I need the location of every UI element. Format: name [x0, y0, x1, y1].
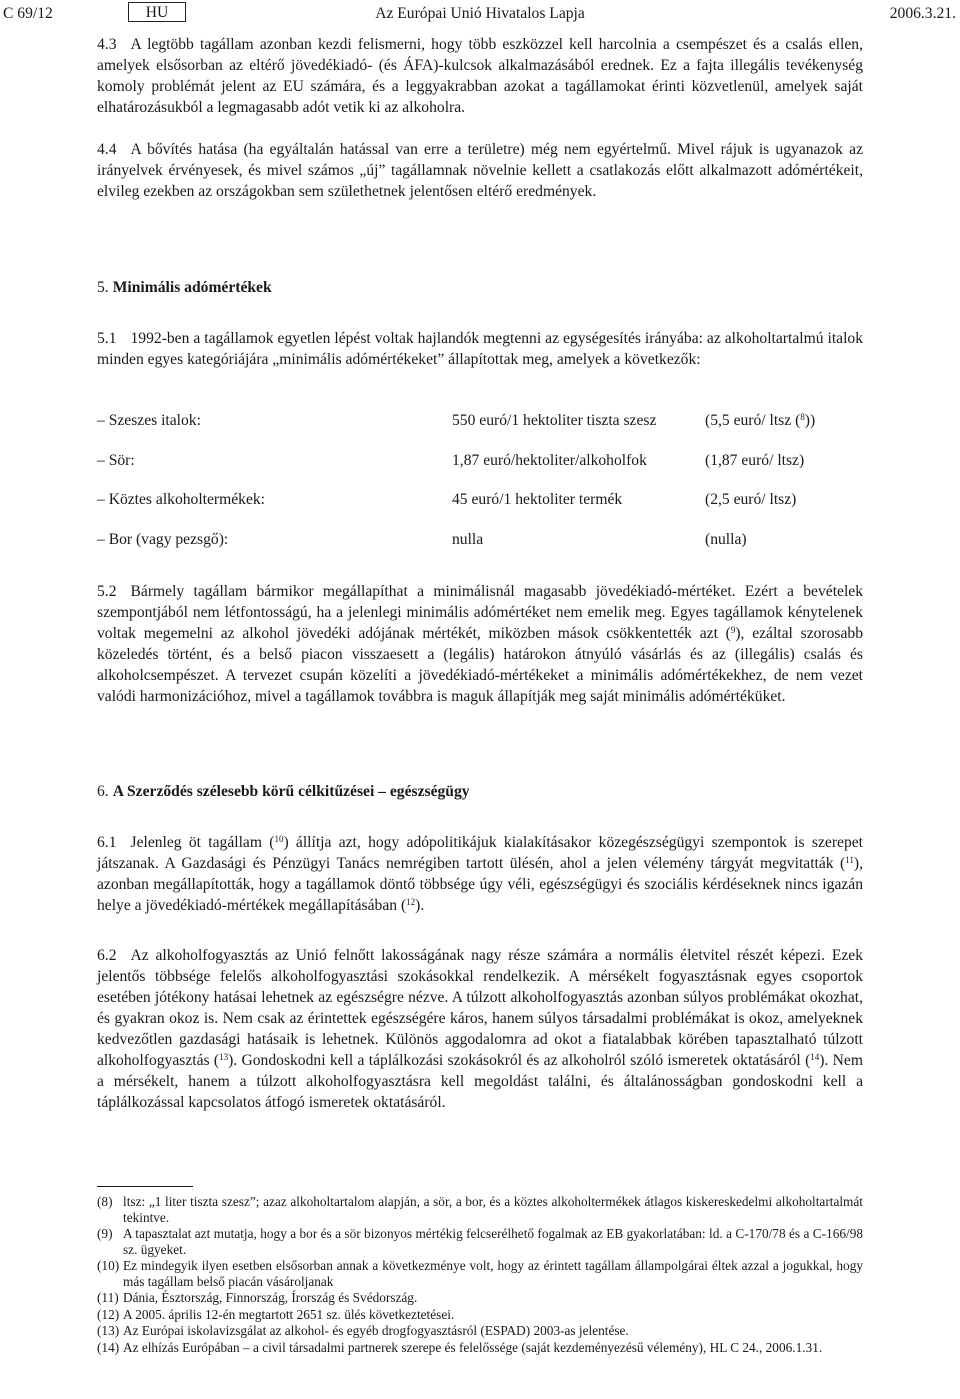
rate-value: 1,87 euró/hektoliter/alkoholfok — [452, 451, 647, 469]
footnote-label: (11) — [97, 1290, 119, 1305]
rate-category: – Köztes alkoholtermékek: — [97, 491, 266, 509]
paragraph-text: A bővítés hatása (ha egyáltalán hatással van erre a területre) még nem egyértelmű. Mivel rájuk is ugyanazok az irányelvek érvényesek, és mivel számos „új” tagállamnak növelnie kellett a csatlakozás előtt alkalmazott adómértékeit, elvileg ezekben az országokban sem születhetnek jelentősen eltérő eredmények. — [97, 141, 863, 200]
paragraph-text: A legtöbb tagállam azonban kezdi felismerni, hogy több eszközzel kell harcolnia a csempészet és a csalás ellen, amelyek elsősorban az eltérő jövedékiadó- (és ÁFA)-kulcsok alkalmazásából erednek. Ez a fajta illegális tevékenység komoly problémát jelent az EU számára, és a leggyakrabban azokat a tagállamokat érinti közvetlenül, amelyek saját elhatározásukból a legmagasabb adót vetik ki az alkoholra. — [97, 36, 863, 116]
footnote-item — [97, 1226, 863, 1257]
rate-value: 550 euró/1 hektoliter tiszta szesz — [452, 412, 657, 430]
footnote-label: (12) — [97, 1306, 120, 1322]
footnote-ref[interactable]: 12 — [406, 897, 416, 907]
footnote-label: (13) — [97, 1323, 120, 1338]
footnote-ref[interactable]: 11 — [845, 855, 854, 865]
footnote-ref[interactable]: 13 — [219, 1052, 229, 1062]
section-title: Minimális adómértékek — [112, 279, 272, 296]
document-body — [97, 34, 863, 1113]
paragraph-number: 4.4 — [97, 141, 117, 158]
paragraph-5-2: 5.2 Bármely tagállam bármikor megállapíthat a minimálisnál magasabb jövedékiadó-mértéket. Ezért a bevételek szempontjából nem létfontosságú, ha a jelenlegi minimális adómértéket nem emelik meg. Egyes tagállamok kénytelenek voltak megemelni az alkohol jövedéki adójának mértékét, miközben mások csökkentették azt ($^9$), ezáltal szorosabb közeledés történt, és a belső piacon visszaesett a (legális) határokon átnyúló vásárlás és az (illegális) csalás és alkoholcsempészet. A tervezet csupán közelíti a jövedékiadó-mértékeket a minimális adómértékekhez, de nem vezet valódi harmonizációhoz, mivel a tagállamok továbbra is maguk állapítják meg saját minimális adómértéküket. — [97, 583, 863, 705]
table-row — [97, 441, 863, 481]
footnote-divider — [97, 1186, 193, 1187]
section-5-heading — [97, 277, 863, 298]
paragraph-5-1 — [97, 328, 863, 370]
footnote-text: Dánia, Észtország, Finnország, Írország és Svédország. — [123, 1290, 418, 1305]
paragraph-text: 1992-ben a tagállamok egyetlen lépést voltak hajlandók megtenni az egységesítés irányába: az alkoholtartalmú italok minden egyes kategóriájára „minimális adómértékeket” állapítottak meg, amelyek a következők: — [97, 330, 863, 368]
paragraph-number: 5.1 — [97, 330, 117, 347]
footnote-text: A tapasztalat azt mutatja, hogy a bor és a sör bizonyos mértékig felcserélhető fogalmak az EB gyakorlatában: ld. a C-170/78 és a C-166/98 sz. ügyeket. — [123, 1226, 863, 1257]
table-row — [97, 520, 863, 560]
language-box: HU — [128, 2, 186, 22]
footnote-label: (9) — [97, 1226, 113, 1241]
publication-date: 2006.3.21. — [889, 5, 956, 22]
paragraph-4-3 — [97, 34, 863, 118]
footnote-ref[interactable]: 14 — [810, 1052, 820, 1062]
footnote-item — [97, 1290, 863, 1306]
paragraph-number: 6.1 — [97, 834, 117, 851]
footnote-label: (8) — [97, 1194, 113, 1209]
paragraph-number: 5.2 — [97, 583, 117, 600]
rate-equivalent: (5,5 euró/ ltsz ($^8$)) — [705, 412, 816, 430]
minimum-rates-table — [97, 401, 863, 559]
footnote-text: Az Európai iskolavizsgálat az alkohol- és egyéb drogfogyasztásról (ESPAD) 2003-as jelentése. — [123, 1323, 629, 1338]
rate-category: – Sör: — [97, 451, 135, 469]
footnote-item — [97, 1307, 863, 1323]
paragraph-number: 4.3 — [97, 36, 117, 53]
rate-category: – Bor (vagy pezsgő): — [97, 530, 229, 548]
footnote-ref[interactable]: 10 — [274, 834, 284, 844]
footnote-item — [97, 1323, 863, 1339]
rate-equivalent: (1,87 euró/ ltsz) — [705, 451, 805, 469]
rate-value: 45 euró/1 hektoliter termék — [452, 491, 623, 509]
section-6-heading — [97, 781, 863, 802]
footnote-label: (10) — [97, 1258, 120, 1273]
page-number: C 69/12 — [3, 5, 53, 22]
section-number: 5. — [97, 279, 109, 296]
section-title: A Szerződés szélesebb körű célkitűzései – egészségügy — [112, 783, 470, 800]
table-row — [97, 401, 863, 441]
paragraph-6-1: 6.1 Jelenleg öt tagállam ($^{10}$) állítja azt, hogy adópolitikájuk kialakításakor közegészségügyi szempontok is szerepet játszanak. A Gazdasági és Pénzügyi Tanács nemrégiben tartott ülésén, ahol a jelen vélemény tárgyát megvitatták ($^{11}$), azonban megállapították, hogy a tagállamok döntő többsége úgy véli, egészségügyi és szociális kérdéseknek nincs igazán helye a jövedékiadó-mértékek megállapításában ($^{12}$). — [97, 834, 863, 914]
footnotes — [97, 1194, 863, 1356]
footnote-item — [97, 1194, 863, 1225]
rate-value: nulla — [452, 530, 484, 548]
page-header — [0, 2, 960, 24]
footnote-item — [97, 1340, 863, 1356]
section-number: 6. — [97, 783, 109, 800]
footnote-ref[interactable]: 9 — [730, 625, 736, 635]
rate-equivalent: (2,5 euró/ ltsz) — [705, 491, 797, 509]
rate-equivalent: (nulla) — [705, 530, 747, 548]
paragraph-6-2: 6.2 Az alkoholfogyasztás az Unió felnőtt lakosságának nagy része számára a normális életvitel részét képezi. Ezek jelentős többsége felelős alkoholfogyasztási szokásokkal rendelkezik. A mérsékelt fogyasztásnak egyes csoportok esetében jótékony hatásai lehetnek az egészségre nézve. A túlzott alkoholfogyasztás azonban súlyos problémákat okozhat, és gyakran okoz is. Nem csak az érintettek egészségére káros, hanem súlyos társadalmi problémákat is okoz, amelyeknek kedvezőtlen gazdasági hatásaik is lehetnek. Különös aggodalomra ad okot a fiatalabbak körében tapasztalható túlzott alkoholfogyasztás ($^{13}$). Gondoskodni kell a táplálkozási szokásokról és az alkoholról szóló ismeretek oktatásáról ($^{14}$). Nem a mérsékelt, hanem a túlzott alkoholfogyasztásra kell megoldást találni, és általánosságban gondoskodni kell a táplálkozással kapcsolatos átfogó ismeretek oktatásáról. — [97, 947, 863, 1111]
footnote-text: ltsz: „1 liter tiszta szesz”; azaz alkoholtartalom alapján, a sör, a bor, és a köztes alkoholtermékek átlagos kiskereskedelmi alkoholtartalmát tekintve. — [123, 1194, 863, 1225]
paragraph-number: 6.2 — [97, 947, 117, 964]
journal-title: Az Európai Unió Hivatalos Lapja — [375, 5, 585, 22]
paragraph-4-4 — [97, 139, 863, 202]
footnote-text: Az elhízás Európában – a civil társadalmi partnerek szerepe és felelőssége (saját kezdeményezésű vélemény), HL C 24., 2006.1.31. — [123, 1339, 823, 1355]
rate-category: – Szeszes italok: — [97, 412, 201, 430]
footnote-text: A 2005. április 12-én megtartott 2651 sz. ülés következtetései. — [123, 1306, 455, 1322]
footnote-item — [97, 1258, 863, 1289]
table-row — [97, 480, 863, 520]
footnote-text: Ez mindegyik ilyen esetben elsősorban annak a következménye volt, hogy az érintett tagállam állampolgárai éltek azzal a jogukkal, hogy más tagállam belső piacán vásároljanak — [123, 1258, 863, 1289]
footnote-ref[interactable]: 8 — [800, 412, 805, 423]
footnote-label: (14) — [97, 1339, 120, 1355]
